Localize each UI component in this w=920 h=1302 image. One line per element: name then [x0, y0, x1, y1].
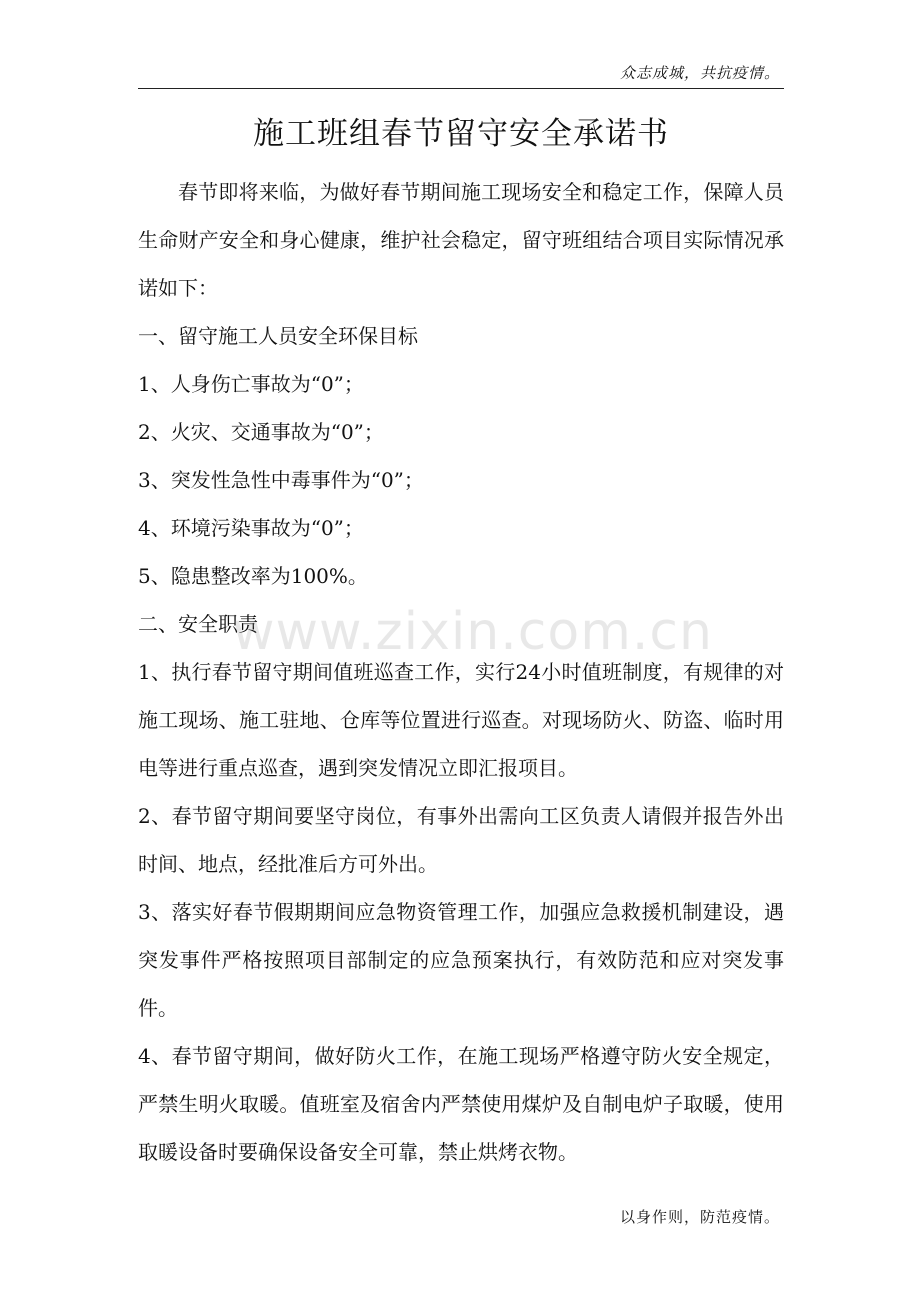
- duty-item: 4、春节留守期间，做好防火工作，在施工现场严格遵守防火安全规定，严禁生明火取暖。值班室及宿舍内严禁使用煤炉及自制电炉子取暖，使用取暖设备时要确保设备安全可靠，禁止烘烤衣物。: [138, 1044, 784, 1164]
- section-heading-duties: 二、安全职责: [138, 612, 258, 636]
- header-divider: [138, 88, 784, 89]
- goal-item: 4、环境污染事故为“0”；: [138, 516, 364, 540]
- document-body: [138, 168, 784, 1176]
- goal-item: 1、人身伤亡事故为“0”；: [138, 372, 364, 396]
- section-heading-goals: 一、留守施工人员安全环保目标: [138, 324, 418, 348]
- duty-item: 2、春节留守期间要坚守岗位，有事外出需向工区负责人请假并报告外出时间、地点，经批准后方可外出。: [138, 804, 784, 876]
- document-title: 施工班组春节留守安全承诺书: [253, 116, 669, 152]
- goal-item: 3、突发性急性中毒事件为“0”；: [138, 468, 424, 492]
- goal-item: 5、隐患整改率为100%。: [138, 564, 368, 588]
- duty-item: 1、执行春节留守期间值班巡查工作，实行24小时值班制度，有规律的对施工现场、施工驻地、仓库等位置进行巡查。对现场防火、防盗、临时用电等进行重点巡查，遇到突发情况立即汇报项目。: [138, 660, 784, 780]
- footer-slogan: 以身作则，防范疫情。: [619, 1208, 780, 1226]
- intro-paragraph: 春节即将来临，为做好春节期间施工现场安全和稳定工作，保障人员生命财产安全和身心健康，维护社会稳定，留守班组结合项目实际情况承诺如下：: [138, 180, 784, 300]
- watermark: www.zixin.com.cn: [232, 602, 713, 662]
- goal-item: 2、火灾、交通事故为“0”；: [138, 420, 384, 444]
- duty-item: 3、落实好春节假期期间应急物资管理工作，加强应急救援机制建设，遇突发事件严格按照项目部制定的应急预案执行，有效防范和应对突发事件。: [138, 900, 784, 1020]
- header-slogan: 众志成城，共抗疫情。: [619, 64, 780, 82]
